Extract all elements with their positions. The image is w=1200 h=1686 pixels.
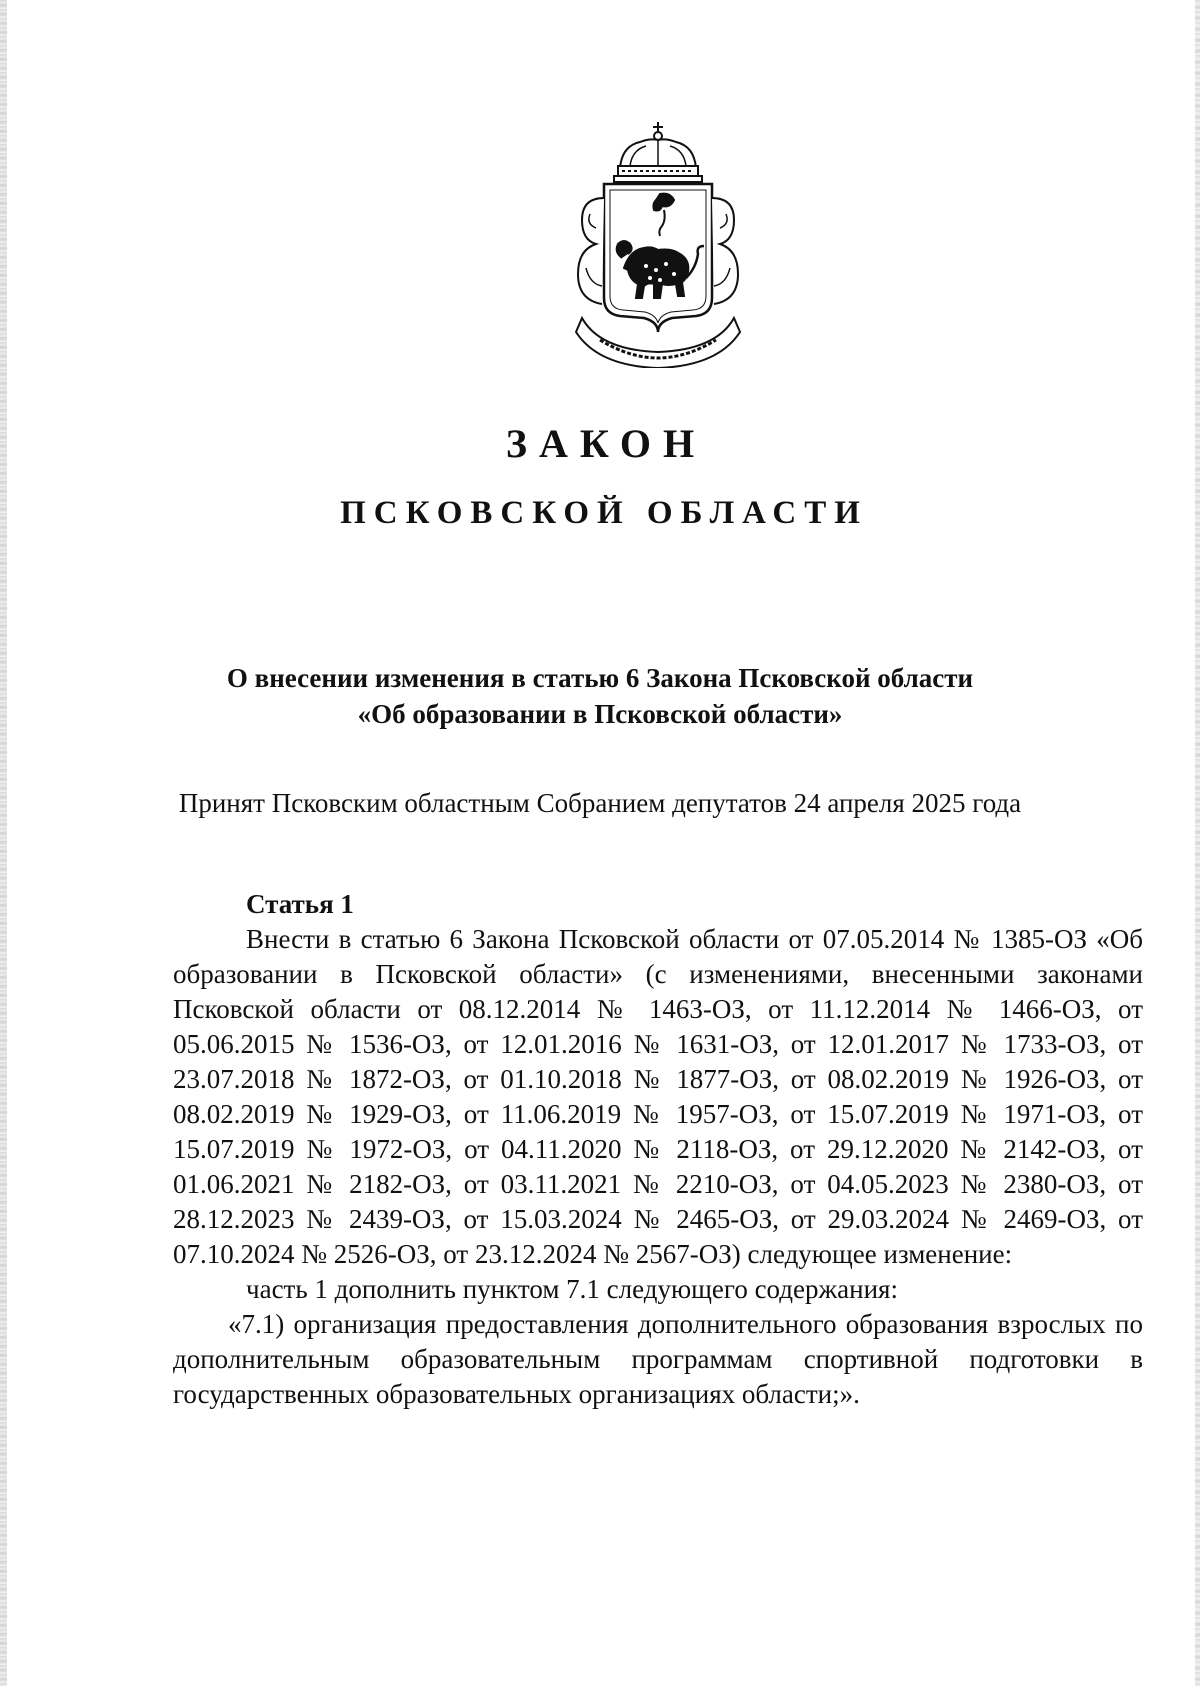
article-paragraph-2: часть 1 дополнить пунктом 7.1 следующего содержания: [246, 1274, 898, 1304]
law-name [0, 660, 1200, 732]
article-paragraph-1: Внести в статью 6 Закона Псковской области от 07.05.2014 № 1385-ОЗ «Об образовании в Псковской области» (с изменениями, внесенными законами Псковской области от 08.12.2014 № 1463-ОЗ, от 11.12.2014 № 1466-ОЗ, от 05.06.2015 № 1536-ОЗ, от 12.01.2016 № 1631-ОЗ, от 12.01.2017 № 1733-ОЗ, от 23.07.2018 № 1872-ОЗ, от 01.10.2018 № 1877-ОЗ, от 08.02.2019 № 1926-ОЗ, от 08.02.2019 № 1929-ОЗ, от 11.06.2019 № 1957-ОЗ, от 15.07.2019 № 1971-ОЗ, от 15.07.2019 № 1972-ОЗ, от 04.11.2020 № 2118-ОЗ, от 29.12.2020 № 2142-ОЗ, от 01.06.2021 № 2182-ОЗ, от 03.11.2021 № 2210-ОЗ, от 04.05.2023 № 2380-ОЗ, от 28.12.2023 № 2439-ОЗ, от 15.03.2024 № 2465-ОЗ, от 29.03.2024 № 2469-ОЗ, от 07.10.2024 № 2526-ОЗ, от 23.12.2024 № 2567-ОЗ) следующее изменение: [173, 924, 1143, 1269]
article-1 [173, 887, 1143, 1412]
coat-of-arms-emblem [560, 118, 756, 368]
article-title: Статья 1 [246, 889, 354, 919]
document-title: ЗАКОН [505, 421, 707, 466]
article-paragraph-3: «7.1) организация предоставления дополнительного образования взрослых по дополнительным образовательным программам спортивной подготовки в государственных образовательных организациях области;». [173, 1309, 1143, 1409]
document-subtitle: ПСКОВСКОЙ ОБЛАСТИ [340, 495, 868, 531]
adoption-statement: Принят Псковским областным Собранием депутатов 24 апреля 2025 года [178, 788, 1022, 818]
law-name-line-1: О внесении изменения в статью 6 Закона Псковской области [226, 663, 974, 693]
scan-edge-left [0, 0, 7, 1686]
scan-edge-right [1195, 0, 1200, 1686]
law-name-line-2: «Об образовании в Псковской области» [357, 699, 843, 729]
